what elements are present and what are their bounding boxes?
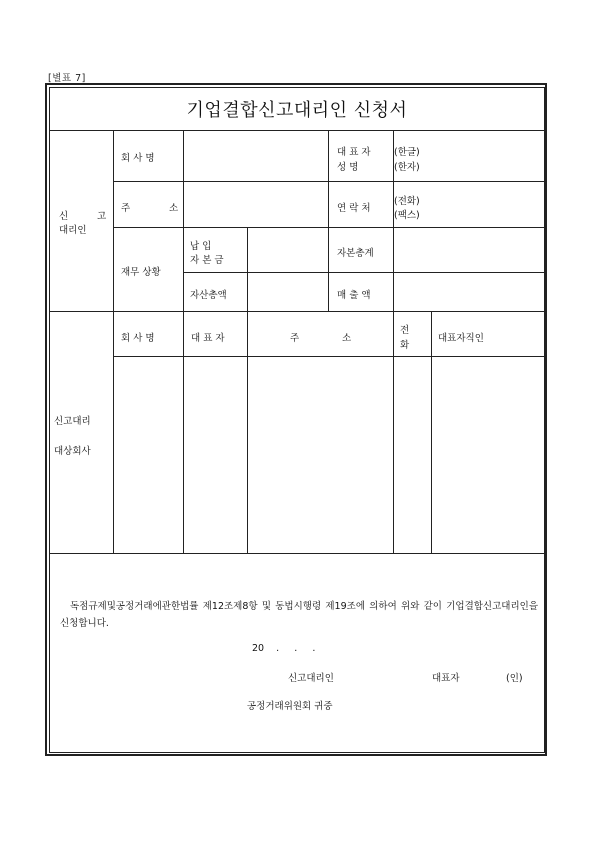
date-line: 20 . . . (252, 643, 316, 654)
seal-mark: (인) (506, 673, 523, 684)
contact-label: 연 락 처 (337, 203, 371, 214)
agent-mid-col-divider (328, 130, 329, 311)
rep-name-field[interactable] (428, 131, 544, 181)
sales-field[interactable] (394, 273, 544, 311)
target-group-label-a: 신고대리 (54, 416, 91, 427)
col-header-company-name: 회 사 명 (121, 333, 155, 344)
agent-group-label-a: 신 (59, 211, 69, 222)
rep-name-hanja-label: (한자) (394, 162, 420, 173)
col-header-address-b: 소 (342, 333, 352, 344)
fax-label: (팩스) (394, 210, 420, 221)
company-name-field[interactable] (184, 131, 328, 181)
contact-field[interactable] (428, 182, 544, 227)
address-label-a: 주 (121, 203, 131, 214)
recipient-line: 공정거래위원회 귀중 (247, 701, 333, 712)
sales-label: 매 출 액 (337, 290, 371, 301)
paid-capital-field[interactable] (248, 228, 328, 272)
col-header-representative: 대 표 자 (191, 333, 225, 344)
target-phone-cell[interactable] (394, 357, 431, 553)
paid-capital-label-a: 납 입 (190, 241, 212, 252)
col-header-phone-b: 화 (400, 340, 410, 351)
form-number-tag: [별표 7] (48, 73, 86, 84)
applicant-label: 신고대리인 (288, 673, 334, 684)
address-label-b: 소 (169, 203, 179, 214)
target-representative-cell[interactable] (184, 357, 247, 553)
declaration-text: 독점규제및공정거래에관한법률 제12조제8항 및 동법시행령 제19조에 의하여 위와 같이 기업결합신고대리인을 신청합니다. (60, 601, 538, 629)
section-divider (49, 311, 545, 312)
rep-name-label-b: 성 명 (337, 162, 359, 173)
form-title: 기업결합신고대리인 신청서 (186, 100, 408, 121)
col-header-address-a: 주 (290, 333, 300, 344)
target-company-name-cell[interactable] (114, 357, 183, 553)
rep-name-label-a: 대 표 자 (337, 147, 371, 158)
agent-group-label-b: 고 (97, 211, 107, 222)
col-header-phone-a: 전 (400, 325, 410, 336)
asset-total-label: 자산총액 (190, 290, 227, 301)
phone-label: (전화) (394, 196, 420, 207)
company-name-label: 회 사 명 (121, 153, 155, 164)
finance-label: 재무 상황 (121, 267, 161, 278)
paid-capital-label-b: 자 본 금 (190, 255, 224, 266)
address-field[interactable] (184, 182, 328, 227)
rep-name-korean-label: (한글) (394, 147, 420, 158)
capital-total-label: 자본총계 (337, 248, 374, 259)
target-group-label-b: 대상회사 (54, 446, 91, 457)
representative-label: 대표자 (432, 673, 460, 684)
target-address-cell[interactable] (248, 357, 393, 553)
declaration-divider (49, 553, 545, 554)
capital-total-field[interactable] (394, 228, 544, 272)
asset-total-field[interactable] (248, 273, 328, 311)
col-header-rep-position: 대표자직인 (438, 333, 484, 344)
agent-group-label-c: 대리인 (59, 225, 87, 236)
target-rep-position-cell[interactable] (432, 357, 544, 553)
